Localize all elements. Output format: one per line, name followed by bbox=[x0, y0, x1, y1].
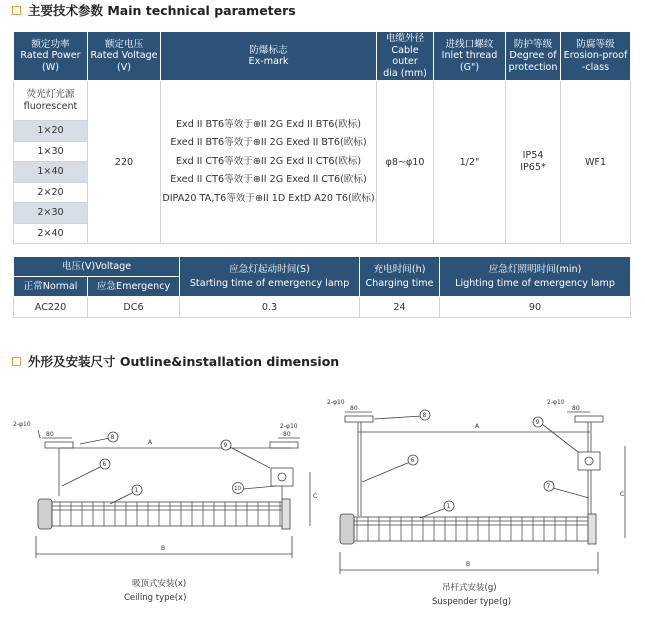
callout-6: 6 bbox=[410, 457, 415, 464]
power-row: 2×20 bbox=[14, 182, 88, 203]
value-normal: AC220 bbox=[14, 297, 88, 318]
emergency-table bbox=[13, 256, 631, 318]
bullet-square-icon bbox=[12, 6, 21, 15]
spacing-label: 80 bbox=[283, 431, 291, 438]
dim-b: B bbox=[161, 545, 166, 552]
inlet-thread-cell: 1/2" bbox=[434, 81, 506, 244]
header-inlet-thread: 进线口螺纹 Inlet thread (G") bbox=[434, 32, 506, 81]
junction-box bbox=[578, 452, 600, 470]
value-charge: 24 bbox=[360, 297, 440, 318]
section-title-outline bbox=[12, 352, 339, 370]
callout-8: 8 bbox=[110, 434, 115, 441]
dim-c: C bbox=[313, 493, 318, 500]
header-charging-time: 充电时间(h) Charging time bbox=[360, 257, 440, 297]
power-row: 1×20 bbox=[14, 121, 88, 142]
mount-bracket bbox=[345, 416, 373, 422]
dim-b: B bbox=[466, 561, 471, 568]
mount-bracket bbox=[575, 416, 603, 422]
ex-mark-line: Exed II BT6等效于⊕II 2G Exed II BT6(欧标) bbox=[170, 137, 367, 149]
suspender-type-drawing bbox=[327, 399, 625, 574]
header-voltage: 电压(V)Voltage bbox=[14, 257, 180, 277]
hole-label: 2-φ10 bbox=[280, 423, 298, 430]
technical-parameters-table bbox=[13, 31, 631, 244]
power-row: 2×30 bbox=[14, 203, 88, 224]
header-normal: 正常Normal bbox=[14, 277, 88, 297]
caption-en-left: Ceiling type(x) bbox=[124, 593, 187, 603]
ex-mark-line: Exed II CT6等效于⊕II 2G Exed II CT6(欧标) bbox=[170, 174, 367, 186]
callout-6: 6 bbox=[102, 461, 107, 468]
dim-c: C bbox=[620, 491, 625, 498]
end-cap bbox=[38, 499, 52, 529]
power-row: 1×40 bbox=[14, 162, 88, 183]
spacing-label: 80 bbox=[572, 405, 580, 412]
header-emergency: 应急Emergency bbox=[88, 277, 180, 297]
dim-a: A bbox=[475, 423, 480, 430]
voltage-cell: 220 bbox=[88, 81, 161, 244]
hole-label: 2-φ10 bbox=[327, 399, 345, 406]
section-title-text: 主要技术参数 Main technical parameters bbox=[28, 3, 296, 18]
power-row: 2×40 bbox=[14, 223, 88, 244]
section-title-technical bbox=[12, 1, 296, 19]
mount-bracket bbox=[45, 442, 73, 448]
callout-1: 1 bbox=[446, 503, 451, 510]
bullet-square-icon bbox=[12, 357, 21, 366]
header-cable-dia: 电缆外径 Cable outer dia (mm) bbox=[377, 32, 434, 81]
ex-mark-cell bbox=[161, 81, 377, 244]
header-ex-mark: 防爆标志 Ex-mark bbox=[161, 32, 377, 81]
callout-10: 10 bbox=[234, 486, 241, 492]
cable-dia-cell: φ8~φ10 bbox=[377, 81, 434, 244]
header-protection: 防护等级 Degree of protection bbox=[506, 32, 561, 81]
caption-cn-right: 吊杆式安装(g) bbox=[442, 583, 497, 593]
power-label-cell: 荧光灯光源 fluorescent bbox=[14, 81, 88, 121]
end-cap bbox=[340, 514, 354, 544]
spacing-label: 80 bbox=[46, 431, 54, 438]
protection-cell: IP54 IP65* bbox=[506, 81, 561, 244]
header-erosion: 防腐等级 Erosion-proof -class bbox=[561, 32, 631, 81]
section-title-text: 外形及安装尺寸 Outline&installation dimension bbox=[28, 354, 340, 369]
outline-drawings bbox=[0, 386, 645, 626]
callout-1: 1 bbox=[134, 487, 139, 494]
junction-box bbox=[271, 468, 293, 486]
header-rated-voltage: 额定电压 Rated Voltage (V) bbox=[88, 32, 161, 81]
lamp-tube bbox=[354, 517, 590, 541]
callout-7: 7 bbox=[546, 483, 551, 490]
erosion-cell: WF1 bbox=[561, 81, 631, 244]
callout-9: 9 bbox=[223, 442, 228, 449]
ex-mark-line: Exd II BT6等效于⊕II 2G Exd II BT6(欧标) bbox=[175, 118, 362, 130]
ex-mark-line: DIPA20 TA,T6等效于⊕II 1D ExtD A20 T6(欧标) bbox=[162, 192, 375, 204]
header-rated-power: 额定功率 Rated Power (W) bbox=[14, 32, 88, 81]
value-emergency: DC6 bbox=[88, 297, 180, 318]
value-start: 0.3 bbox=[180, 297, 360, 318]
header-starting-time: 应急灯起动时间(S) Starting time of emergency lamp bbox=[180, 257, 360, 297]
value-light: 90 bbox=[440, 297, 631, 318]
caption-cn-left: 吸顶式安装(x) bbox=[132, 579, 187, 589]
caption-en-right: Suspender type(g) bbox=[432, 597, 512, 607]
callout-8: 8 bbox=[422, 412, 427, 419]
mount-bracket bbox=[270, 442, 298, 448]
callout-9: 9 bbox=[535, 419, 540, 426]
header-lighting-time: 应急灯照明时间(min) Lighting time of emergency lamp bbox=[440, 257, 631, 297]
power-row: 1×30 bbox=[14, 141, 88, 162]
dim-a: A bbox=[148, 439, 153, 446]
spacing-label: 80 bbox=[350, 405, 358, 412]
ceiling-type-drawing bbox=[13, 421, 317, 558]
ex-mark-line: Exd II CT6等效于⊕II 2G Exd II CT6(欧标) bbox=[175, 155, 362, 167]
hole-label: 2-φ10 bbox=[13, 421, 31, 428]
hole-label: 2-φ10 bbox=[547, 399, 565, 406]
